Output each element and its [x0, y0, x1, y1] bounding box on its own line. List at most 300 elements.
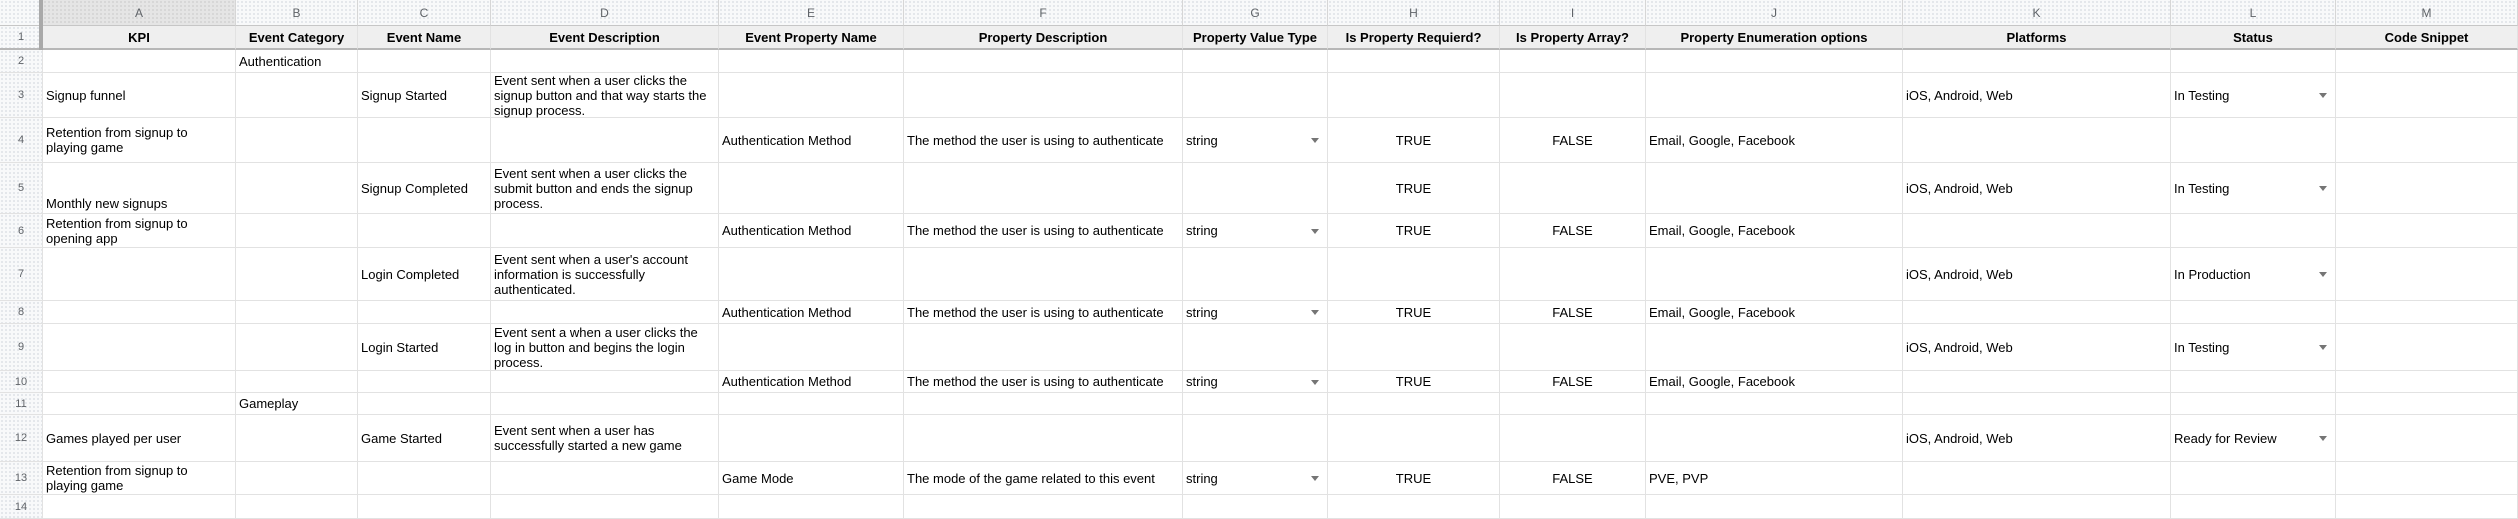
dropdown-arrow-icon[interactable]	[1311, 229, 1319, 234]
cell-E1[interactable]	[719, 26, 904, 50]
cell-I4[interactable]	[1500, 118, 1646, 163]
column-header-G[interactable]: G	[1183, 0, 1328, 26]
column-title: Is Property Requierd?	[1345, 29, 1482, 45]
column-title: Code Snippet	[2384, 29, 2469, 45]
cell-D5[interactable]	[491, 163, 719, 214]
cell-E12[interactable]	[719, 415, 904, 462]
cell-C12[interactable]	[358, 415, 491, 462]
cell-text: The method the user is using to authenticate	[907, 223, 1164, 238]
cell-K3[interactable]	[1903, 73, 2171, 118]
dropdown-arrow-icon[interactable]	[2319, 345, 2327, 350]
cell-H6[interactable]	[1328, 214, 1500, 248]
cell-F14[interactable]	[904, 495, 1183, 519]
cell-L7[interactable]	[2171, 248, 2336, 301]
cell-text: Login Started	[361, 339, 439, 355]
cell-L6[interactable]	[2171, 214, 2336, 248]
column-title: Status	[2233, 29, 2273, 45]
cell-B14[interactable]	[236, 495, 358, 519]
cell-text: The method the user is using to authenticate	[907, 304, 1164, 320]
row-header-7[interactable]: 7	[0, 248, 43, 301]
cell-G3[interactable]	[1183, 73, 1328, 118]
row-header-6[interactable]: 6	[0, 214, 43, 248]
cell-text: Event sent a when a user clicks the log in button and begins the login process.	[494, 324, 698, 370]
column-title: Event Property Name	[745, 29, 877, 45]
cell-text: Event sent when a user has successfully started a new game	[494, 423, 682, 453]
cell-C3[interactable]	[358, 73, 491, 118]
row-header-8[interactable]: 8	[0, 301, 43, 324]
column-header-L[interactable]: L	[2171, 0, 2336, 26]
cell-L11[interactable]	[2171, 393, 2336, 415]
dropdown-arrow-icon[interactable]	[1311, 138, 1319, 143]
cell-J1[interactable]	[1646, 26, 1903, 50]
row-header-4[interactable]: 4	[0, 118, 43, 163]
cell-text: Authentication Method	[722, 374, 852, 389]
cell-K8[interactable]	[1903, 301, 2171, 324]
cell-E10[interactable]	[719, 371, 904, 393]
cell-J2[interactable]	[1646, 50, 1903, 73]
cell-A9[interactable]	[43, 324, 236, 371]
cell-G12[interactable]	[1183, 415, 1328, 462]
column-title: Event Name	[386, 29, 462, 45]
cell-B10[interactable]	[236, 371, 358, 393]
cell-L13[interactable]	[2171, 462, 2336, 495]
cell-I3[interactable]	[1500, 73, 1646, 118]
column-header-E[interactable]: E	[719, 0, 904, 26]
sheet-row-13	[0, 462, 2518, 495]
cell-text: In Testing	[2174, 87, 2230, 103]
cell-M3[interactable]	[2336, 73, 2518, 118]
cell-I11[interactable]	[1500, 393, 1646, 415]
cell-text: Email, Google, Facebook	[1649, 223, 1795, 238]
cell-D10[interactable]	[491, 371, 719, 393]
cell-text: FALSE	[1552, 223, 1593, 238]
dropdown-arrow-icon[interactable]	[2319, 272, 2327, 277]
sheet-row-5	[0, 163, 2518, 214]
cell-G11[interactable]	[1183, 393, 1328, 415]
cell-I6[interactable]	[1500, 214, 1646, 248]
cell-M5[interactable]	[2336, 163, 2518, 214]
cell-E13[interactable]	[719, 462, 904, 495]
row-header-2[interactable]: 2	[0, 50, 43, 73]
cell-J3[interactable]	[1646, 73, 1903, 118]
cell-text: TRUE	[1395, 304, 1432, 320]
cell-I7[interactable]	[1500, 248, 1646, 301]
cell-E2[interactable]	[719, 50, 904, 73]
frozen-pane-divider	[39, 0, 43, 50]
cell-C13[interactable]	[358, 462, 491, 495]
column-header-K[interactable]: K	[1903, 0, 2171, 26]
cell-H12[interactable]	[1328, 415, 1500, 462]
dropdown-arrow-icon[interactable]	[1311, 476, 1319, 481]
cell-E9[interactable]	[719, 324, 904, 371]
dropdown-arrow-icon[interactable]	[2319, 186, 2327, 191]
cell-H10[interactable]	[1328, 371, 1500, 393]
cell-K10[interactable]	[1903, 371, 2171, 393]
cell-text: iOS, Android, Web	[1906, 339, 2013, 355]
cell-text: Event sent when a user clicks the submit button and ends the signup process.	[494, 165, 693, 211]
cell-F10[interactable]	[904, 371, 1183, 393]
cell-text: FALSE	[1552, 374, 1593, 389]
column-header-H[interactable]: H	[1328, 0, 1500, 26]
cell-L1[interactable]	[2171, 26, 2336, 50]
cell-text: The method the user is using to authenticate	[907, 132, 1164, 148]
cell-L14[interactable]	[2171, 495, 2336, 519]
cell-A14[interactable]	[43, 495, 236, 519]
cell-text: In Testing	[2174, 339, 2230, 355]
cell-E8[interactable]	[719, 301, 904, 324]
cell-text: Retention from signup to playing game	[46, 125, 188, 155]
cell-text: In Production	[2174, 266, 2251, 282]
sheet-row-2	[0, 50, 2518, 73]
cell-I12[interactable]	[1500, 415, 1646, 462]
cell-M4[interactable]	[2336, 118, 2518, 163]
cell-text: string	[1186, 374, 1218, 389]
cell-E5[interactable]	[719, 163, 904, 214]
grid-rows	[0, 26, 2518, 519]
cell-B7[interactable]	[236, 248, 358, 301]
column-title: Event Category	[248, 29, 345, 45]
cell-I13[interactable]	[1500, 462, 1646, 495]
cell-L2[interactable]	[2171, 50, 2336, 73]
sheet-row-7	[0, 248, 2518, 301]
cell-K5[interactable]	[1903, 163, 2171, 214]
sheet-row-4	[0, 118, 2518, 163]
cell-D9[interactable]	[491, 324, 719, 371]
cell-F4[interactable]	[904, 118, 1183, 163]
cell-E4[interactable]	[719, 118, 904, 163]
cell-K12[interactable]	[1903, 415, 2171, 462]
cell-F3[interactable]	[904, 73, 1183, 118]
cell-D2[interactable]	[491, 50, 719, 73]
column-header-C[interactable]: C	[358, 0, 491, 26]
cell-M7[interactable]	[2336, 248, 2518, 301]
cell-M11[interactable]	[2336, 393, 2518, 415]
sheet-row-12	[0, 415, 2518, 462]
cell-L3[interactable]	[2171, 73, 2336, 118]
cell-G2[interactable]	[1183, 50, 1328, 73]
cell-text: Authentication Method	[722, 132, 852, 148]
cell-G7[interactable]	[1183, 248, 1328, 301]
cell-A3[interactable]	[43, 73, 236, 118]
cell-G9[interactable]	[1183, 324, 1328, 371]
cell-text: Login Completed	[361, 266, 460, 282]
column-title: Property Value Type	[1192, 29, 1318, 45]
cell-K14[interactable]	[1903, 495, 2171, 519]
cell-F8[interactable]	[904, 301, 1183, 324]
column-title: KPI	[128, 29, 150, 45]
cell-text: Retention from signup to opening app	[46, 215, 188, 246]
cell-text: Authentication Method	[722, 304, 852, 320]
sheet-row-8	[0, 301, 2518, 324]
column-letters-strip	[0, 0, 2518, 26]
dropdown-arrow-icon[interactable]	[1311, 380, 1319, 385]
cell-B11[interactable]	[236, 393, 358, 415]
cell-H9[interactable]	[1328, 324, 1500, 371]
cell-B5[interactable]	[236, 163, 358, 214]
cell-A1[interactable]	[43, 26, 236, 50]
cell-A4[interactable]	[43, 118, 236, 163]
cell-M2[interactable]	[2336, 50, 2518, 73]
cell-D8[interactable]	[491, 301, 719, 324]
row-header-5[interactable]: 5	[0, 163, 43, 214]
column-header-I[interactable]: I	[1500, 0, 1646, 26]
cell-I5[interactable]	[1500, 163, 1646, 214]
cell-G10[interactable]	[1183, 371, 1328, 393]
cell-text: Event sent when a user clicks the signup button and that way starts the signup process.	[494, 72, 707, 118]
cell-B8[interactable]	[236, 301, 358, 324]
cell-text: string	[1186, 470, 1218, 486]
column-title: Property Enumeration options	[1680, 29, 1868, 45]
cell-D6[interactable]	[491, 214, 719, 248]
cell-text: Email, Google, Facebook	[1649, 132, 1795, 148]
cell-C14[interactable]	[358, 495, 491, 519]
cell-L10[interactable]	[2171, 371, 2336, 393]
cell-text: FALSE	[1552, 132, 1593, 148]
dropdown-arrow-icon[interactable]	[1311, 310, 1319, 315]
cell-H13[interactable]	[1328, 462, 1500, 495]
cell-L12[interactable]	[2171, 415, 2336, 462]
cell-J5[interactable]	[1646, 163, 1903, 214]
column-header-B[interactable]: B	[236, 0, 358, 26]
cell-C10[interactable]	[358, 371, 491, 393]
cell-H11[interactable]	[1328, 393, 1500, 415]
cell-J11[interactable]	[1646, 393, 1903, 415]
column-header-A[interactable]: A	[43, 0, 236, 26]
cell-D11[interactable]	[491, 393, 719, 415]
cell-M8[interactable]	[2336, 301, 2518, 324]
cell-J12[interactable]	[1646, 415, 1903, 462]
cell-H1[interactable]	[1328, 26, 1500, 50]
cell-F2[interactable]	[904, 50, 1183, 73]
cell-M9[interactable]	[2336, 324, 2518, 371]
cell-M12[interactable]	[2336, 415, 2518, 462]
cell-C9[interactable]	[358, 324, 491, 371]
row-header-10[interactable]: 10	[0, 371, 43, 393]
cell-A2[interactable]	[43, 50, 236, 73]
cell-B4[interactable]	[236, 118, 358, 163]
cell-B2[interactable]	[236, 50, 358, 73]
cell-text: The mode of the game related to this event	[907, 470, 1155, 486]
cell-text: Ready for Review	[2174, 430, 2277, 446]
cell-text: iOS, Android, Web	[1906, 87, 2013, 103]
cell-D1[interactable]	[491, 26, 719, 50]
cell-text: Signup Completed	[361, 180, 468, 196]
cell-I14[interactable]	[1500, 495, 1646, 519]
cell-F7[interactable]	[904, 248, 1183, 301]
cell-M1[interactable]	[2336, 26, 2518, 50]
cell-G13[interactable]	[1183, 462, 1328, 495]
cell-J13[interactable]	[1646, 462, 1903, 495]
cell-H3[interactable]	[1328, 73, 1500, 118]
cell-B1[interactable]	[236, 26, 358, 50]
cell-E6[interactable]	[719, 214, 904, 248]
cell-L9[interactable]	[2171, 324, 2336, 371]
cell-J6[interactable]	[1646, 214, 1903, 248]
column-header-M[interactable]: M	[2336, 0, 2518, 26]
sheet-row-11	[0, 393, 2518, 415]
cell-text: FALSE	[1552, 470, 1593, 486]
row-header-12[interactable]: 12	[0, 415, 43, 462]
cell-text: Email, Google, Facebook	[1649, 374, 1795, 389]
cell-text: In Testing	[2174, 180, 2230, 196]
cell-text: Retention from signup to playing game	[46, 463, 188, 493]
cell-text: The method the user is using to authenticate	[907, 374, 1164, 389]
row-header-1[interactable]: 1	[0, 26, 43, 50]
column-header-J[interactable]: J	[1646, 0, 1903, 26]
cell-H8[interactable]	[1328, 301, 1500, 324]
cell-F11[interactable]	[904, 393, 1183, 415]
cell-K9[interactable]	[1903, 324, 2171, 371]
cell-text: Games played per user	[46, 430, 182, 446]
cell-H2[interactable]	[1328, 50, 1500, 73]
cell-C2[interactable]	[358, 50, 491, 73]
cell-E7[interactable]	[719, 248, 904, 301]
cell-J14[interactable]	[1646, 495, 1903, 519]
cell-D7[interactable]	[491, 248, 719, 301]
dropdown-arrow-icon[interactable]	[2319, 93, 2327, 98]
cell-C4[interactable]	[358, 118, 491, 163]
row-header-9[interactable]: 9	[0, 324, 43, 371]
column-header-F[interactable]: F	[904, 0, 1183, 26]
cell-H7[interactable]	[1328, 248, 1500, 301]
cell-G8[interactable]	[1183, 301, 1328, 324]
cell-I8[interactable]	[1500, 301, 1646, 324]
cell-K13[interactable]	[1903, 462, 2171, 495]
select-all-corner[interactable]	[0, 0, 43, 26]
cell-I1[interactable]	[1500, 26, 1646, 50]
cell-E14[interactable]	[719, 495, 904, 519]
cell-text: Game Started	[361, 430, 442, 446]
sheet-row-14	[0, 495, 2518, 519]
cell-F12[interactable]	[904, 415, 1183, 462]
cell-D13[interactable]	[491, 462, 719, 495]
cell-B12[interactable]	[236, 415, 358, 462]
cell-text: TRUE	[1395, 374, 1432, 389]
column-title: Platforms	[2006, 29, 2067, 45]
cell-G1[interactable]	[1183, 26, 1328, 50]
cell-text: Authentication Method	[722, 223, 852, 238]
cell-G5[interactable]	[1183, 163, 1328, 214]
cell-K2[interactable]	[1903, 50, 2171, 73]
cell-E3[interactable]	[719, 73, 904, 118]
cell-A11[interactable]	[43, 393, 236, 415]
cell-D14[interactable]	[491, 495, 719, 519]
cell-J10[interactable]	[1646, 371, 1903, 393]
cell-B6[interactable]	[236, 214, 358, 248]
cell-J4[interactable]	[1646, 118, 1903, 163]
column-title: Is Property Array?	[1516, 29, 1629, 45]
cell-text: Signup Started	[361, 87, 448, 103]
cell-E11[interactable]	[719, 393, 904, 415]
column-title: Event Description	[549, 29, 660, 45]
cell-H5[interactable]	[1328, 163, 1500, 214]
cell-B13[interactable]	[236, 462, 358, 495]
cell-text: Gameplay	[239, 396, 299, 411]
cell-L8[interactable]	[2171, 301, 2336, 324]
cell-text: TRUE	[1395, 132, 1432, 148]
cell-H4[interactable]	[1328, 118, 1500, 163]
cell-text: string	[1186, 223, 1218, 238]
row-header-11[interactable]: 11	[0, 393, 43, 415]
cell-A8[interactable]	[43, 301, 236, 324]
sheet-row-10	[0, 371, 2518, 393]
cell-M14[interactable]	[2336, 495, 2518, 519]
sheet-row-6	[0, 214, 2518, 248]
cell-M10[interactable]	[2336, 371, 2518, 393]
cell-text: Event sent when a user's account information is successfully authenticated.	[494, 251, 688, 297]
cell-K11[interactable]	[1903, 393, 2171, 415]
cell-A10[interactable]	[43, 371, 236, 393]
cell-G6[interactable]	[1183, 214, 1328, 248]
cell-K4[interactable]	[1903, 118, 2171, 163]
cell-K1[interactable]	[1903, 26, 2171, 50]
cell-A7[interactable]	[43, 248, 236, 301]
cell-G14[interactable]	[1183, 495, 1328, 519]
cell-A12[interactable]	[43, 415, 236, 462]
cell-text: string	[1186, 304, 1218, 320]
cell-I2[interactable]	[1500, 50, 1646, 73]
cell-C8[interactable]	[358, 301, 491, 324]
cell-H14[interactable]	[1328, 495, 1500, 519]
cell-L4[interactable]	[2171, 118, 2336, 163]
cell-M13[interactable]	[2336, 462, 2518, 495]
column-title: Property Description	[978, 29, 1108, 45]
cell-text: TRUE	[1395, 223, 1432, 238]
cell-I10[interactable]	[1500, 371, 1646, 393]
row-header-14[interactable]: 14	[0, 495, 43, 519]
cell-text: Monthly new signups	[46, 196, 168, 211]
cell-F6[interactable]	[904, 214, 1183, 248]
cell-J7[interactable]	[1646, 248, 1903, 301]
cell-L5[interactable]	[2171, 163, 2336, 214]
cell-B9[interactable]	[236, 324, 358, 371]
cell-K6[interactable]	[1903, 214, 2171, 248]
cell-text: string	[1186, 132, 1218, 148]
cell-F1[interactable]	[904, 26, 1183, 50]
cell-A13[interactable]	[43, 462, 236, 495]
cell-C11[interactable]	[358, 393, 491, 415]
cell-C6[interactable]	[358, 214, 491, 248]
cell-D3[interactable]	[491, 73, 719, 118]
cell-C7[interactable]	[358, 248, 491, 301]
cell-D12[interactable]	[491, 415, 719, 462]
cell-C1[interactable]	[358, 26, 491, 50]
row-header-3[interactable]: 3	[0, 73, 43, 118]
cell-D4[interactable]	[491, 118, 719, 163]
row-header-13[interactable]: 13	[0, 462, 43, 495]
cell-J9[interactable]	[1646, 324, 1903, 371]
cell-K7[interactable]	[1903, 248, 2171, 301]
cell-text: FALSE	[1552, 304, 1593, 320]
cell-F9[interactable]	[904, 324, 1183, 371]
cell-F13[interactable]	[904, 462, 1183, 495]
cell-G4[interactable]	[1183, 118, 1328, 163]
column-header-D[interactable]: D	[491, 0, 719, 26]
cell-I9[interactable]	[1500, 324, 1646, 371]
cell-text: TRUE	[1395, 470, 1432, 486]
sheet-row-3	[0, 73, 2518, 118]
sheet-row-9	[0, 324, 2518, 371]
cell-J8[interactable]	[1646, 301, 1903, 324]
dropdown-arrow-icon[interactable]	[2319, 436, 2327, 441]
cell-A5[interactable]	[43, 163, 236, 214]
cell-A6[interactable]	[43, 214, 236, 248]
cell-text: Game Mode	[722, 470, 794, 486]
cell-C5[interactable]	[358, 163, 491, 214]
cell-F5[interactable]	[904, 163, 1183, 214]
cell-M6[interactable]	[2336, 214, 2518, 248]
cell-B3[interactable]	[236, 73, 358, 118]
